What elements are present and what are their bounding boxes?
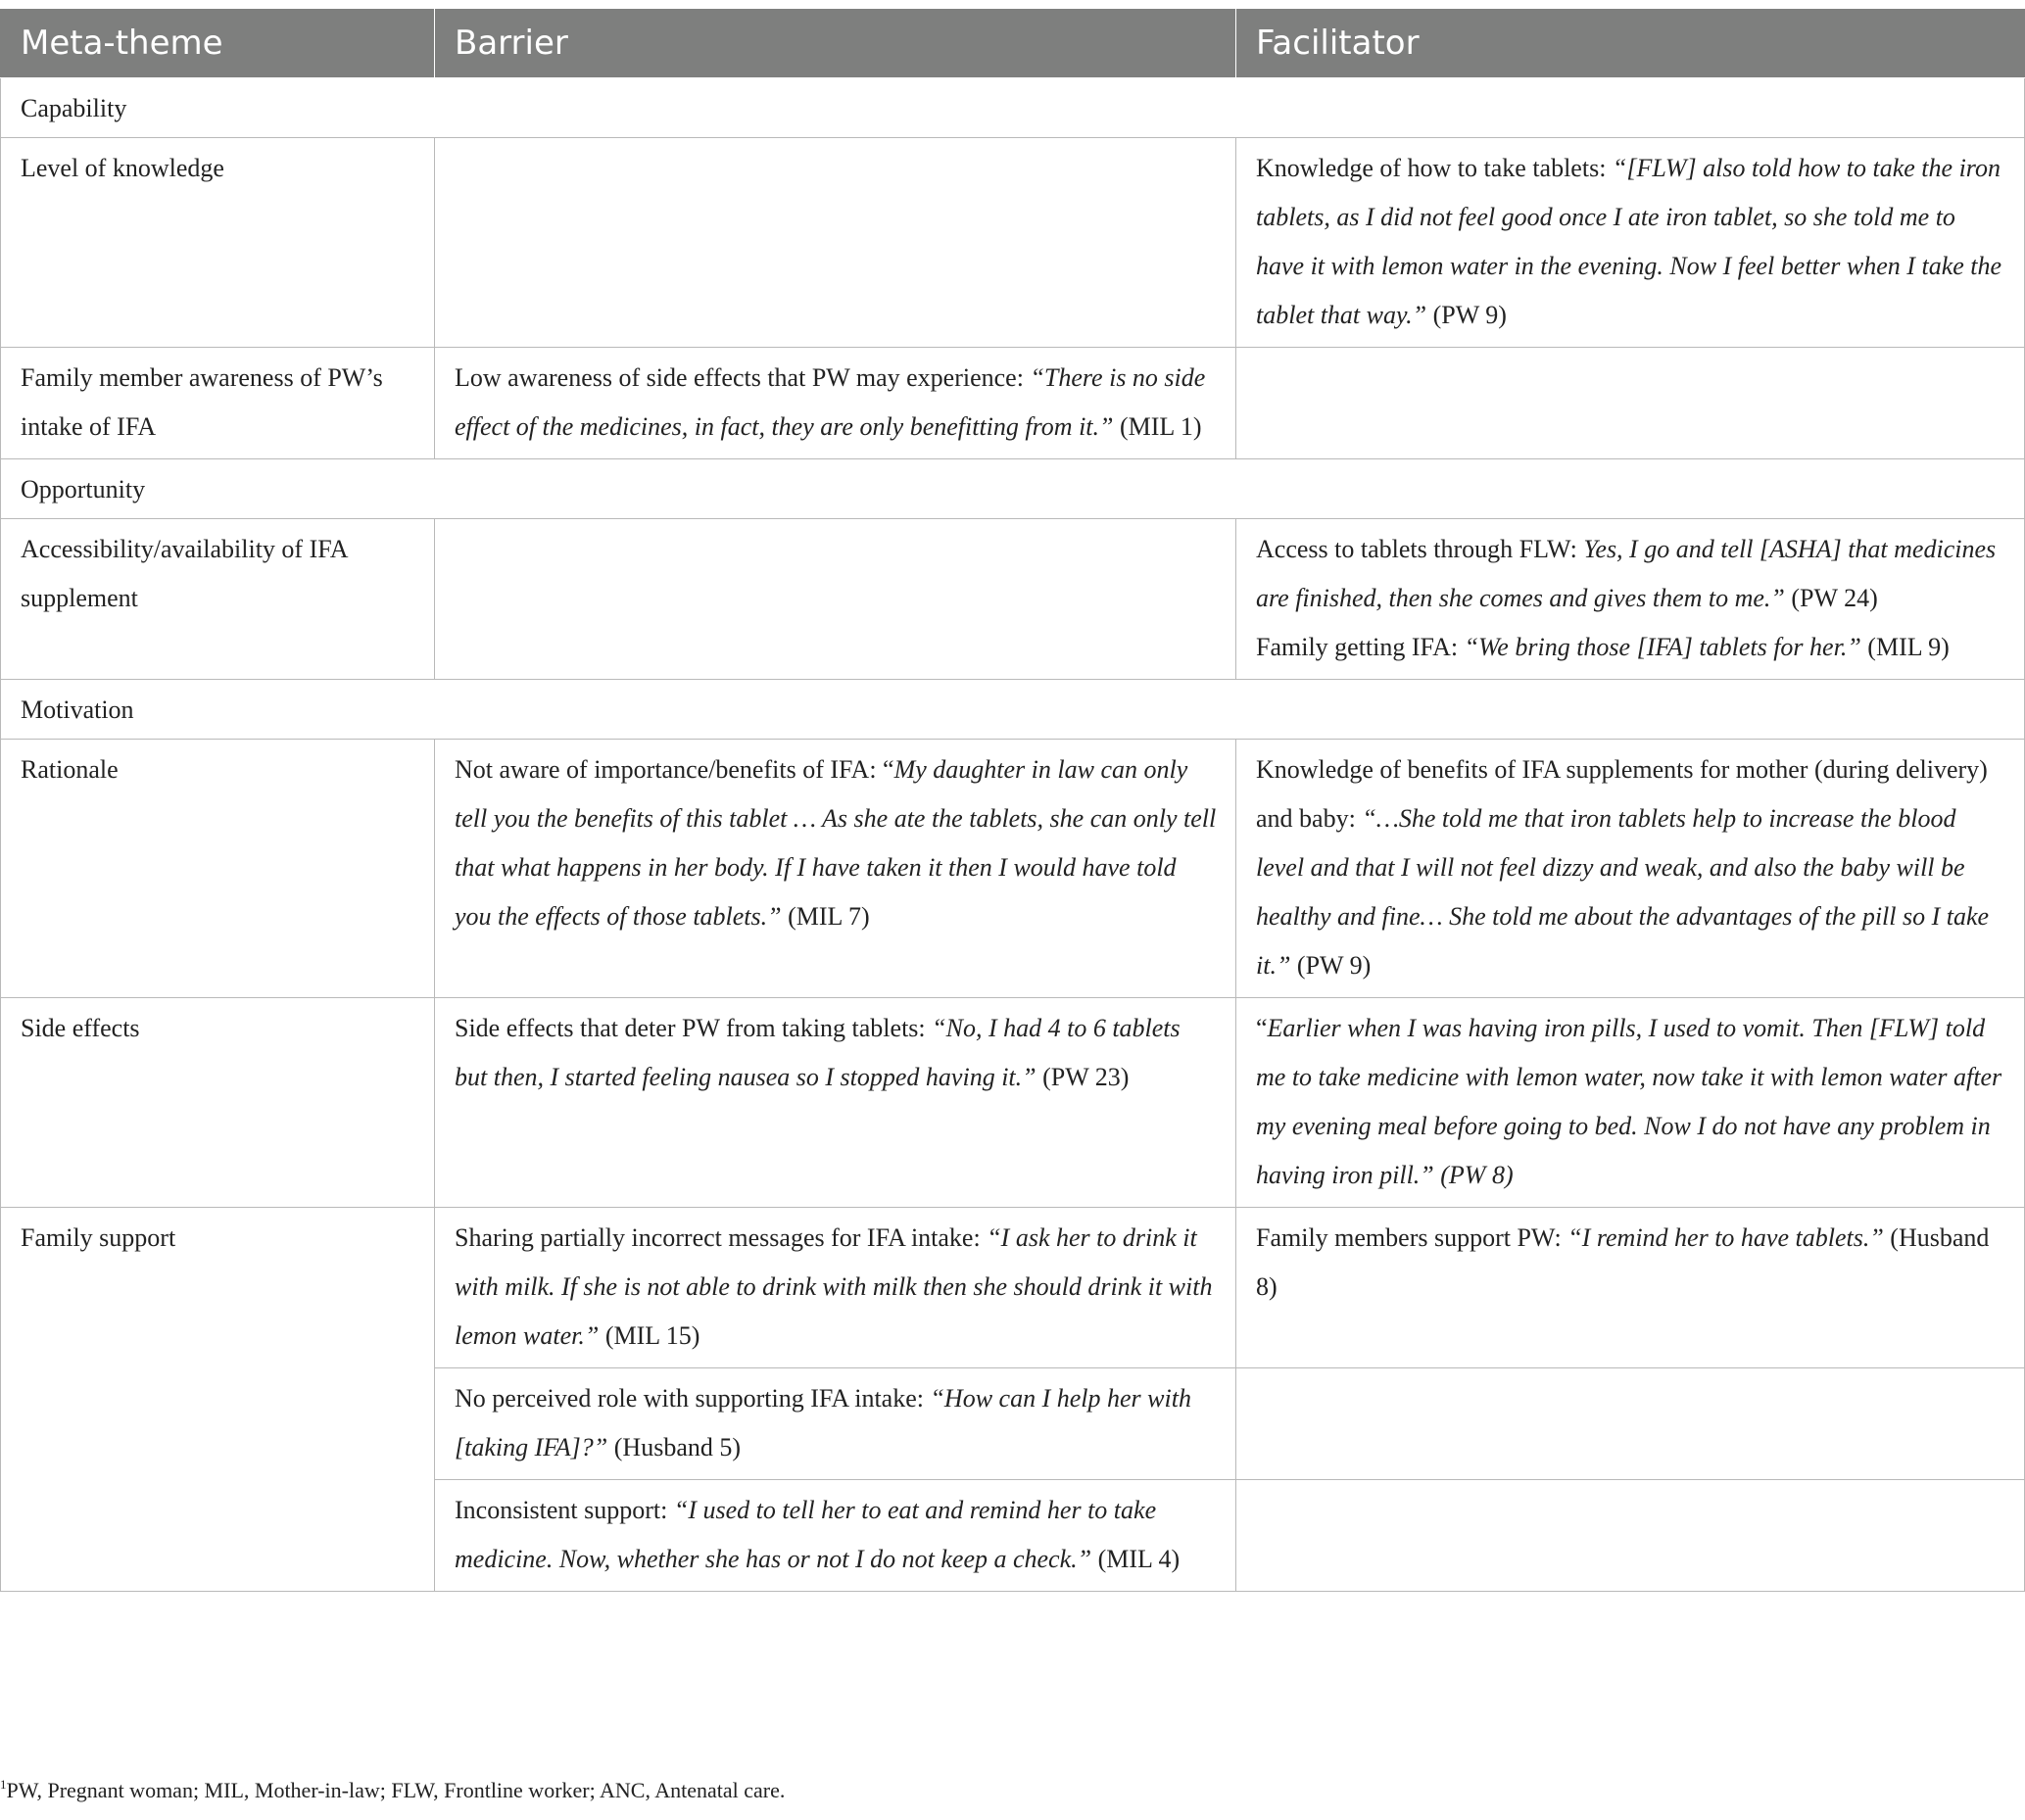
barrier-cell [435, 998, 1236, 1208]
facilitator-entry [1256, 623, 2006, 672]
facilitator-quote: “[FLW] also told how to take the iron tablets, as I did not feel good once I ate iron tablet, so she told me to have it with lemon water in the evening. Now I feel better when I take the tablet that way.” [1256, 154, 2002, 329]
table-row-family-awareness [1, 348, 2025, 459]
facilitator-source: (MIL 9) [1860, 633, 1950, 661]
facilitator-source: (PW 9) [1426, 301, 1507, 329]
barrier-lead: No perceived role with supporting IFA intake: [455, 1384, 931, 1413]
barrier-lead: Inconsistent support: [455, 1496, 674, 1524]
facilitator-quote: Earlier when I was having iron pills, I used to vomit. Then [FLW] told me to take medicine with lemon water, now take it with lemon water after my evening meal before going to bed. Now I do not have any problem in having iron pill.” (PW 8) [1256, 1014, 2002, 1189]
barrier-source: (MIL 4) [1091, 1545, 1181, 1573]
section-label-opportunity: Opportunity [1, 459, 2025, 519]
header-barrier: Barrier [435, 10, 1236, 78]
facilitator-cell [1236, 348, 2025, 459]
barrier-source: (MIL 7) [781, 902, 870, 931]
header-row [1, 10, 2025, 78]
table-row-level-of-knowledge [1, 138, 2025, 348]
section-label-capability: Capability [1, 78, 2025, 138]
barrier-source: (MIL 15) [599, 1321, 700, 1350]
barrier-quote: My daughter in law can only tell you the benefits of this tablet … As she ate the tablets, she can only tell that what happens in her body. If I have taken it then I would have told you the effects of those tablets.” [455, 755, 1217, 931]
facilitator-source: (PW 24) [1784, 584, 1878, 612]
barriers-facilitators-table [0, 9, 2025, 1592]
section-row-capability [1, 78, 2025, 138]
barrier-quote: “How can I help her with [taking IFA]?” [455, 1384, 1191, 1461]
theme-cell: Family support [1, 1208, 435, 1592]
facilitator-cell [1236, 1368, 2025, 1480]
section-row-opportunity [1, 459, 2025, 519]
header-meta-theme: Meta-theme [1, 10, 435, 78]
facilitator-source: (PW 9) [1290, 951, 1372, 980]
barrier-cell [435, 1480, 1236, 1592]
facilitator-quote: “We bring those [IFA] tablets for her.” [1464, 633, 1861, 661]
table-row-rationale [1, 740, 2025, 998]
barrier-cell [435, 740, 1236, 998]
footnote-text: PW, Pregnant woman; MIL, Mother-in-law; FLW, Frontline worker; ANC, Antenatal care. [6, 1778, 786, 1802]
barrier-quote: “There is no side effect of the medicines, in fact, they are only benefitting from it.” [455, 363, 1206, 441]
barrier-lead: Not aware of importance/benefits of IFA: “ [455, 755, 894, 784]
header-facilitator: Facilitator [1236, 10, 2025, 78]
facilitator-lead: Access to tablets through FLW: [1256, 535, 1584, 563]
barrier-source: (Husband 5) [607, 1433, 742, 1461]
theme-cell: Family member awareness of PW’s intake of IFA [1, 348, 435, 459]
barrier-cell [435, 1368, 1236, 1480]
table-footnote [0, 1777, 785, 1803]
theme-cell: Accessibility/availability of IFA supplement [1, 519, 435, 680]
facilitator-lead: Family members support PW: [1256, 1223, 1568, 1252]
footnote-marker: 1 [0, 1777, 7, 1792]
barrier-quote: “I used to tell her to eat and remind her to take medicine. Now, whether she has or not I do not keep a check.” [455, 1496, 1157, 1573]
facilitator-source: (Husband 8) [1256, 1223, 1990, 1301]
barrier-lead: Low awareness of side effects that PW may experience: [455, 363, 1031, 392]
barrier-lead: Side effects that deter PW from taking tablets: [455, 1014, 933, 1042]
table-body [1, 78, 2025, 1592]
barrier-quote: “I ask her to drink it with milk. If she is not able to drink with milk then she should drink it with lemon water.” [455, 1223, 1213, 1350]
facilitator-entry [1256, 525, 2006, 623]
facilitator-cell [1236, 519, 2025, 680]
section-row-motivation [1, 680, 2025, 740]
table-row-accessibility [1, 519, 2025, 680]
facilitator-quote: “I remind her to have tablets.” [1567, 1223, 1884, 1252]
barrier-cell [435, 348, 1236, 459]
barrier-cell [435, 519, 1236, 680]
table-header [1, 10, 2025, 78]
section-label-motivation: Motivation [1, 680, 2025, 740]
facilitator-cell [1236, 138, 2025, 348]
barrier-cell [435, 1208, 1236, 1368]
barrier-cell [435, 138, 1236, 348]
barrier-source: (PW 23) [1036, 1063, 1130, 1091]
theme-cell: Level of knowledge [1, 138, 435, 348]
facilitator-cell [1236, 740, 2025, 998]
facilitator-lead: Knowledge of how to take tablets: [1256, 154, 1613, 182]
facilitator-lead: Knowledge of benefits of IFA supplements for mother (during delivery) and baby: [1256, 755, 1988, 833]
facilitator-quote: Yes, I go and tell [ASHA] that medicines are finished, then she comes and gives them to me.” [1256, 535, 1997, 612]
barrier-lead: Sharing partially incorrect messages for IFA intake: [455, 1223, 988, 1252]
table-row-family-support [1, 1208, 2025, 1368]
theme-cell: Rationale [1, 740, 435, 998]
theme-cell: Side effects [1, 998, 435, 1208]
facilitator-lead: Family getting IFA: [1256, 633, 1465, 661]
facilitator-cell [1236, 1208, 2025, 1368]
facilitator-cell [1236, 1480, 2025, 1592]
facilitator-quote: “…She told me that iron tablets help to increase the blood level and that I will not feel dizzy and weak, and also the baby will be healthy and fine… She told me about the advantages of the pill so I take it.” [1256, 804, 1990, 980]
barrier-quote: “No, I had 4 to 6 tablets but then, I started feeling nausea so I stopped having it.” [455, 1014, 1181, 1091]
table-row-side-effects [1, 998, 2025, 1208]
facilitator-lead: “ [1256, 1014, 1268, 1042]
facilitator-cell [1236, 998, 2025, 1208]
barrier-source: (MIL 1) [1113, 412, 1202, 441]
